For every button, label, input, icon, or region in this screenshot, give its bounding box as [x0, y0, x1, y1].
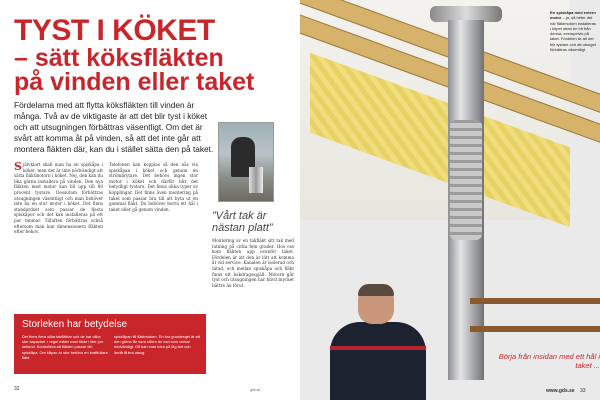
right-page [300, 0, 600, 400]
sweater-stripe [330, 346, 426, 350]
footer-site-left: gds.se [250, 388, 261, 392]
image-caption-text: – ja, så heter det när fläktmotorn installeras i köpet uttan en bit från denna, exempelvis på taket. Fördelen är att det blir tystare och att utsuget förbättras väsentligt. [550, 15, 596, 53]
sidebar-box [14, 314, 206, 374]
photo-pipe [249, 167, 263, 193]
body-column-1 [14, 162, 103, 235]
flex-duct [450, 120, 482, 240]
person-photo [330, 284, 426, 400]
image-caption [550, 10, 596, 52]
sidebar-title: Storleken har betydelse [22, 319, 128, 330]
inset-photo [218, 122, 274, 202]
headline: TYST I KÖKET [14, 14, 215, 47]
body-column-4: Montering av en takfläkt sitt tak med lutning på cirka fem grader. Hos oss kom fläkten upp ovanför taket. Fördelen är att den är lätt att komma åt vid service. Kanalen är isolerad och tätad, och mellan spiskåpa och fläkt finns ett bakdragsspjäll. Motorn går tyst och utsugningen har blivit mycket bättre än förut. [212, 238, 294, 288]
person-hair [358, 284, 394, 296]
footer-site-right: www.gds.se [546, 388, 575, 394]
attic-illustration [300, 0, 570, 220]
subheadline-line2: på vinden eller taket [14, 68, 255, 96]
lead-paragraph: Fördelarna med att flytta köksfläkten till vinden är många. Två av de viktigaste är att det blir tyst i köket och att utsugningen förbättras väsentligt. Om det är svårt att komma åt på vinden, så att det inte går att montera fläkten där, kan du i stället sätta den på taket. [14, 100, 214, 154]
body-column-1-text: jälvklart skall man ha en spiskåpa i köket, men det är inte nödvändigt att sätta fläktmotorn i köket. Nej, den kan du lika gärna installera på vinden. Den nya fläkten med motor kan bli upp till 80 procent tystare. Dessutom förbättras utsugningen väsentligt och man behöver inte ha en stor motor i köket. Det finns standardset som passar de flesta spiskåpor och det kan installeras på ett par timmar. Tilluften förbättras också eftersom man kan dimensionera fläkten efter behov. [14, 162, 103, 235]
bottom-caption: Börja från insidan med ett hål i taket ... [498, 352, 600, 370]
shelf [470, 326, 600, 332]
dropcap: S [14, 160, 22, 173]
page-number-left: 32 [14, 386, 20, 392]
body-column-2: Telefonen kan kopplas så den nås via spiskåpan i köket och genom en strömbrytare. Det behövs ingen stor motor i köket och därför blir det betydligt tystare. Det finns olika typer av kopplingar. Det finns även montering på taket som passar bra till att byta ut en gammal fläkt. Du behöver borra ett hål i taket eller gå genom vinden. [109, 162, 198, 212]
subheadline-line1: – sätt köksfläkten [14, 44, 224, 72]
sidebar-columns [22, 334, 200, 360]
shelf [470, 298, 600, 304]
sidebar-column-1: Det finns flera olika takfläktar och de har olika stor kapacitet. I regel mäter man flöde i liter per sekund. Kontrollera att fläkten passar din spiskåpa. Om kåpan är stor behövs en kraftfullare fläkt. [22, 334, 108, 360]
sidebar-column-2: spiskåpan till fläktmotorn. En bra grundregel är att den gärna får vara större än vad som verkar nödvändigt. Då kan man köra på låg fart och ändå få bra utsug. [114, 334, 200, 355]
pull-quote: ”Vårt tak är nästan platt” [212, 210, 273, 234]
person-sweater [330, 322, 426, 400]
image-caption-bold: En spiskåpa med extern motor [550, 10, 596, 21]
subheadline [14, 46, 294, 94]
page-number-right: 33 [580, 388, 586, 394]
body-columns [14, 162, 198, 235]
